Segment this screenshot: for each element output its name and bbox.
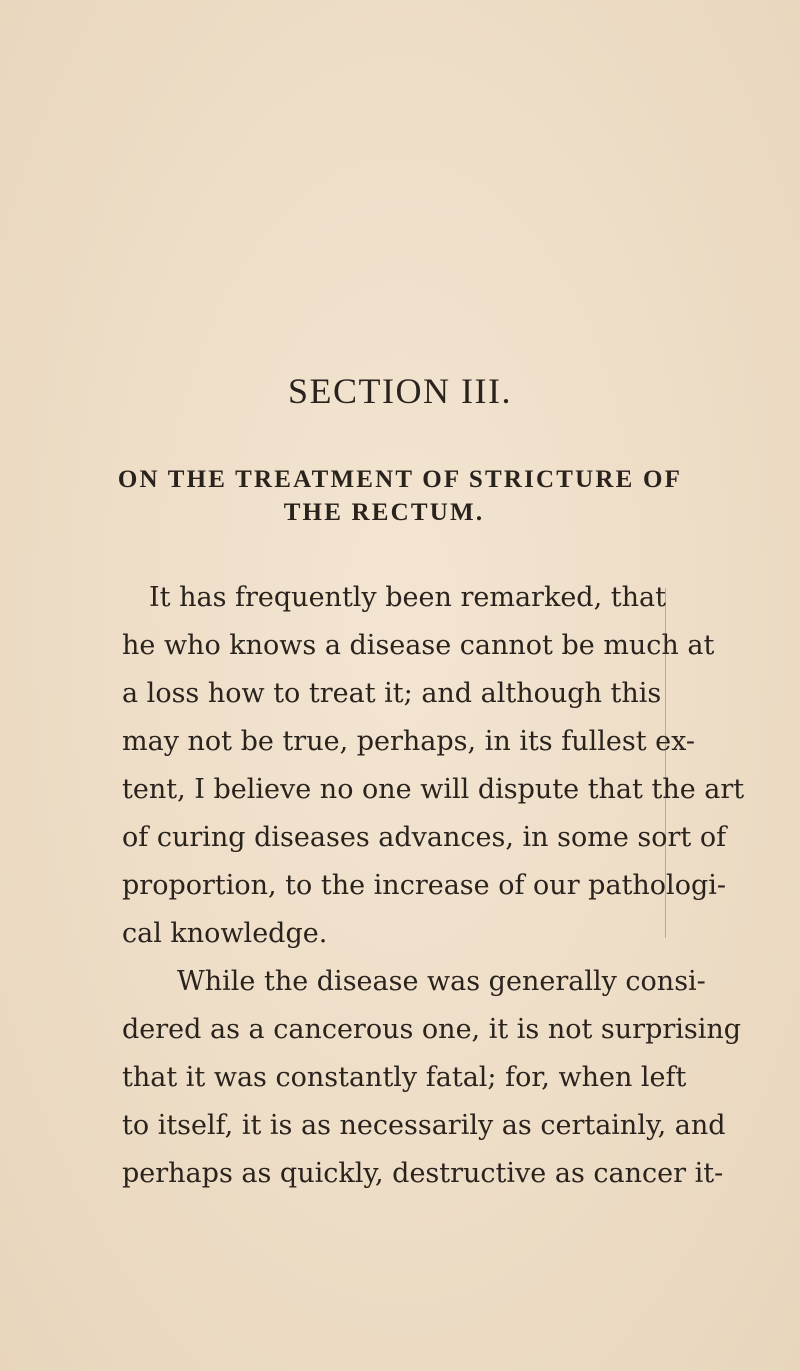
text-line: proportion, to the increase of our pathologi- [122, 870, 726, 901]
text-line: cal knowledge. [122, 918, 328, 949]
text-line: tent, I believe no one will dispute that the art [122, 774, 745, 805]
text-line: perhaps as quickly, destructive as cancer it- [122, 1158, 724, 1189]
section-title: SECTION III. [288, 371, 512, 411]
text-line: he who knows a disease cannot be much at [122, 630, 715, 661]
subtitle-line-1: ON THE TREATMENT OF STRICTURE OF [117, 466, 683, 493]
text-line: may not be true, perhaps, in its fullest ex- [122, 726, 696, 757]
text-line: While the disease was generally consi- [177, 966, 706, 997]
page-fold-edge [665, 588, 669, 938]
text-line: of curing diseases advances, in some sort of [122, 822, 727, 853]
text-line: that it was constantly fatal; for, when left [122, 1062, 687, 1093]
text-line: a loss how to treat it; and although this [122, 678, 662, 709]
subtitle-line-2: THE RECTUM. [283, 499, 485, 526]
text-line: dered as a cancerous one, it is not surprising [122, 1014, 742, 1045]
text-line: It has frequently been remarked, that [149, 582, 666, 613]
text-line: to itself, it is as necessarily as certainly, and [122, 1110, 726, 1141]
